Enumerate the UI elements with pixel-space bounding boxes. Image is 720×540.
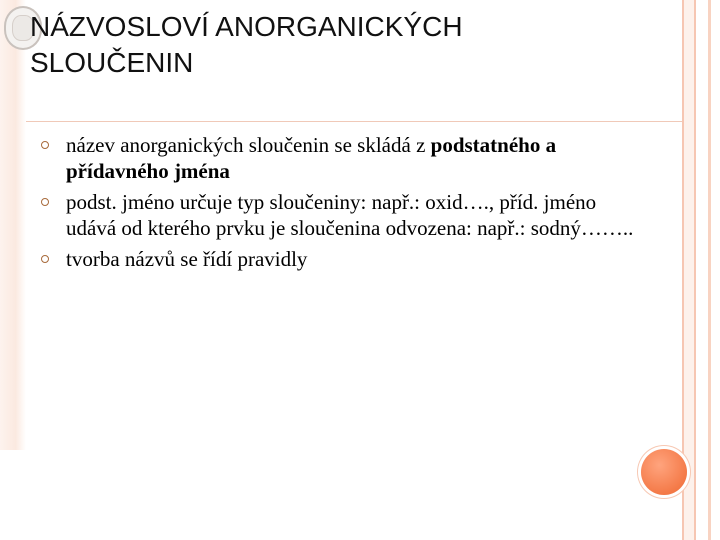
left-decor-stripe (0, 0, 26, 450)
title-divider (26, 121, 682, 122)
bullet-item (40, 189, 640, 241)
bullet-text: tvorba názvů se řídí pravidly (66, 247, 308, 271)
bullet-list (40, 132, 640, 277)
bullet-text: název anorganických sloučenin se skládá z (66, 133, 431, 157)
right-decor-line (708, 0, 711, 540)
bullet-text: podst. jméno určuje typ sloučeniny: např.: oxid…., příd. jméno udává od kterého prvku je sloučenina odvozena: např.: sodný…….. (66, 190, 634, 240)
bullet-item (40, 132, 640, 184)
bullet-item (40, 246, 640, 272)
right-decor-frame (682, 0, 696, 540)
circle-bullet-icon (41, 255, 49, 263)
bullet-text-bold: podstatného a přídavného jména (66, 133, 557, 183)
orange-circle-icon (641, 449, 687, 495)
circle-bullet-icon (41, 198, 49, 206)
circle-bullet-icon (41, 141, 49, 149)
slide-title: NÁZVOSLOVÍ ANORGANICKÝCH SLOUČENIN (30, 11, 463, 78)
